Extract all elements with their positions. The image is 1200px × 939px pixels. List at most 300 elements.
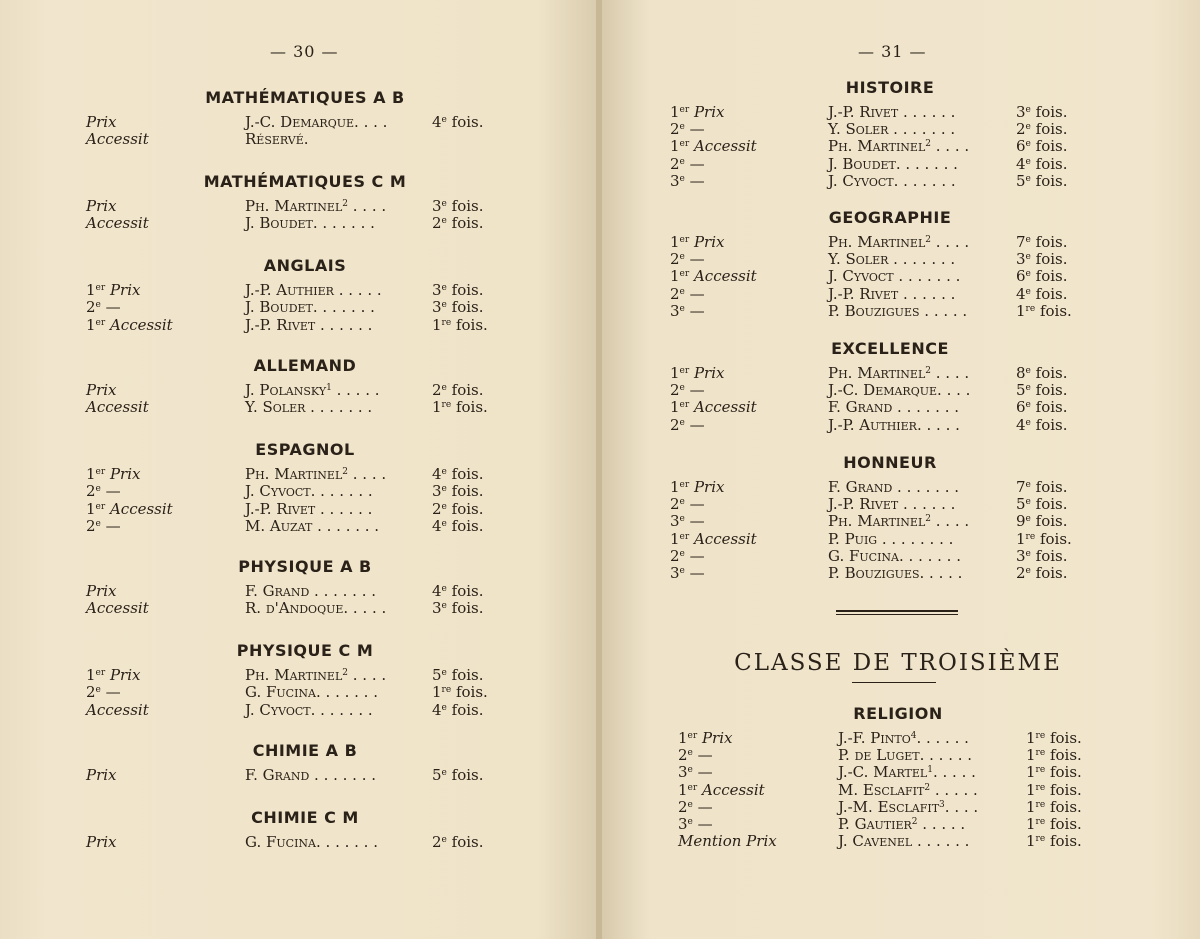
award-rank-suffix: e (679, 286, 685, 297)
prize-row (0, 767, 598, 784)
award-rank: 1 (678, 729, 688, 747)
laureate-name (245, 317, 372, 334)
times-suffix: e (1025, 235, 1031, 245)
times-suffix: e (441, 702, 447, 713)
laureate-text: G. Fucina. . . . . . . (828, 546, 961, 565)
times-number: 7 (1016, 233, 1026, 251)
footnote-mark: 2 (925, 139, 931, 150)
prize-row (0, 215, 598, 232)
prize-row (602, 799, 1200, 816)
award-type: — (684, 381, 705, 400)
class-title: CLASSE DE TROISIÈME (734, 650, 1062, 676)
award-rank-suffix: er (679, 139, 690, 150)
prize-row (0, 600, 598, 617)
times-suffix: e (441, 216, 447, 227)
prize-row (602, 382, 1200, 399)
laureate-name (828, 303, 967, 320)
laureate-text: Ph. Martinel (245, 465, 343, 483)
times-suffix: re (441, 317, 452, 328)
section-heading: MATHÉMATIQUES A B (205, 88, 405, 107)
award-label (86, 583, 117, 600)
times-count (1016, 365, 1068, 382)
times-number: 6 (1016, 137, 1026, 156)
award-rank: 1 (670, 529, 680, 548)
times-number: 3 (1016, 546, 1026, 565)
award-label (670, 121, 705, 138)
prize-row (602, 234, 1200, 251)
times-suffix: e (441, 768, 447, 778)
times-number: 6 (1016, 267, 1026, 286)
section-heading: PHYSIQUE A B (238, 557, 372, 576)
award-label (86, 518, 121, 535)
prize-row (602, 496, 1200, 513)
award-rank: 1 (670, 103, 680, 121)
laureate-name (245, 114, 387, 131)
prize-row (0, 667, 598, 684)
award-label (678, 799, 713, 816)
laureate-text: J. Polansky (245, 381, 327, 399)
section-heading: CHIMIE C M (251, 808, 359, 827)
award-label (670, 548, 705, 565)
award-label (670, 286, 705, 303)
times-count (432, 299, 484, 316)
award-rank-suffix: e (679, 122, 685, 133)
times-suffix: e (1025, 252, 1031, 263)
award-type: Accessit (697, 780, 765, 799)
laureate-name (245, 667, 386, 684)
award-type: Prix (86, 833, 117, 851)
award-type: Accessit (86, 398, 149, 417)
laureate-text: R. d'Andoque. . . . . (245, 599, 387, 618)
times-word: fois. (1030, 267, 1068, 286)
section-heading: HISTOIRE (845, 78, 935, 97)
prize-row (0, 114, 598, 131)
award-label (670, 156, 705, 173)
award-rank: 3 (678, 763, 688, 782)
award-type: — (692, 763, 713, 782)
laureate-text: J. Cavenel . . . . . . (838, 832, 970, 851)
times-count (1026, 833, 1082, 850)
award-rank-suffix: e (687, 748, 693, 759)
award-label (678, 833, 777, 850)
times-number: 1 (432, 683, 442, 702)
laureate-name (838, 833, 969, 850)
award-type: Prix (105, 666, 141, 684)
times-suffix: e (441, 584, 447, 594)
award-rank-suffix: er (679, 531, 690, 542)
award-rank-suffix: e (679, 173, 685, 184)
times-suffix: e (1025, 156, 1031, 167)
prize-row (602, 173, 1200, 190)
times-suffix: re (1035, 748, 1046, 759)
award-rank-suffix: er (687, 731, 698, 741)
laureate-name (245, 299, 375, 316)
laureate-text: M. Esclafit (838, 780, 925, 799)
award-label (670, 496, 705, 513)
times-word: fois. (1030, 546, 1068, 565)
laureate-text: J.-F. Pinto (838, 729, 911, 747)
award-rank: 3 (670, 301, 680, 320)
times-word: fois. (1030, 512, 1068, 531)
times-number: 5 (1016, 171, 1026, 190)
award-rank: 2 (670, 250, 680, 269)
laureate-text: F. Grand . . . . . . . (245, 766, 377, 784)
award-rank-suffix: e (95, 300, 101, 311)
times-count (1016, 173, 1068, 190)
laureate-text: Ph. Martinel (245, 666, 343, 684)
award-rank: 1 (678, 780, 688, 799)
section-heading: EXCELLENCE (831, 339, 949, 358)
laureate-name (838, 799, 978, 816)
award-rank: 2 (86, 683, 96, 702)
award-rank-suffix: e (679, 548, 685, 559)
times-word: fois. (1030, 103, 1068, 121)
award-rank-suffix: e (95, 484, 101, 495)
leader-dots: . . . . . (932, 763, 976, 782)
award-rank: 1 (86, 465, 96, 483)
award-rank-suffix: e (95, 685, 101, 696)
award-rank: 3 (670, 564, 680, 582)
times-suffix: e (1025, 417, 1031, 428)
leader-dots: . . . . (348, 465, 387, 483)
times-suffix: re (1035, 782, 1046, 793)
prize-row (602, 479, 1200, 496)
award-rank: 2 (670, 415, 680, 434)
laureate-text: J. Boudet. . . . . . . (245, 298, 375, 317)
times-suffix: e (1025, 139, 1031, 150)
times-word: fois. (446, 465, 484, 483)
times-suffix: e (1025, 383, 1031, 394)
section-heading: RELIGION (853, 704, 943, 723)
times-word: fois. (1045, 780, 1082, 799)
times-count (1016, 234, 1068, 251)
times-word: fois. (1045, 729, 1082, 747)
laureate-name (245, 282, 382, 299)
prize-row (0, 702, 598, 719)
times-count (1026, 816, 1082, 833)
times-count (1016, 548, 1068, 565)
laureate-name (828, 417, 960, 434)
times-count (1016, 268, 1068, 285)
laureate-name (828, 365, 969, 382)
times-count (1016, 399, 1068, 416)
award-rank: 1 (670, 478, 680, 496)
award-label (678, 730, 732, 747)
times-word: fois. (1030, 233, 1068, 251)
laureate-text: J.-C. Demarque. . . . (245, 113, 388, 131)
times-word: fois. (446, 298, 484, 317)
prize-row (602, 764, 1200, 781)
laureate-name (828, 399, 959, 416)
laureate-text: Ph. Martinel (828, 512, 926, 531)
award-label (670, 399, 757, 416)
award-rank-suffix: er (95, 467, 106, 477)
award-rank: 3 (678, 815, 688, 833)
times-suffix: e (1025, 105, 1031, 115)
times-word: fois. (1030, 154, 1068, 173)
times-number: 3 (432, 197, 442, 215)
times-suffix: e (441, 115, 447, 125)
prize-row (602, 417, 1200, 434)
times-suffix: e (441, 383, 447, 393)
times-number: 4 (432, 516, 442, 535)
laureate-text: G. Fucina. . . . . . . (245, 833, 378, 851)
section-heading: CHIMIE A B (252, 741, 358, 760)
times-number: 2 (432, 833, 442, 851)
prize-row (602, 548, 1200, 565)
prize-row (602, 399, 1200, 416)
award-type: Accessit (86, 700, 149, 719)
times-count (1016, 513, 1068, 530)
times-number: 4 (1016, 415, 1026, 434)
times-word: fois. (446, 499, 484, 518)
double-rule-separator (836, 614, 958, 615)
times-count (1026, 799, 1082, 816)
award-rank: 2 (670, 154, 680, 173)
award-rank-suffix: er (679, 105, 690, 115)
times-word: fois. (1035, 301, 1072, 320)
leader-dots: . . . . . (930, 780, 978, 799)
times-count (1016, 104, 1068, 121)
award-label (670, 251, 705, 268)
award-rank: 3 (670, 171, 680, 190)
times-number: 4 (432, 582, 442, 600)
award-rank: 1 (670, 233, 680, 251)
award-type: Prix (689, 364, 725, 382)
award-type: Prix (86, 197, 117, 215)
times-suffix: re (1025, 303, 1036, 314)
laureate-name (245, 834, 378, 851)
times-suffix: e (1025, 269, 1031, 280)
prize-row (602, 816, 1200, 833)
laureate-name (828, 531, 953, 548)
award-label (86, 600, 149, 617)
times-number: 1 (1026, 746, 1036, 765)
laureate-text: J.-P. Rivet . . . . . . (828, 284, 956, 303)
award-rank-suffix: er (95, 501, 106, 512)
laureate-text: Réservé. (245, 130, 309, 149)
award-rank-suffix: er (687, 782, 698, 793)
laureate-name (838, 764, 976, 781)
section-heading: ALLEMAND (253, 356, 357, 375)
laureate-name (828, 565, 962, 582)
laureate-name (245, 466, 386, 483)
class-title-underline (852, 682, 936, 683)
left-page (0, 0, 598, 939)
laureate-name (838, 782, 978, 799)
laureate-name (828, 234, 969, 251)
laureate-text: G. Fucina. . . . . . . (245, 683, 378, 702)
times-number: 1 (1026, 780, 1036, 799)
times-count (432, 518, 484, 535)
times-word: fois. (446, 516, 484, 535)
times-word: fois. (446, 113, 484, 131)
times-number: 5 (432, 766, 442, 784)
prize-row (0, 317, 598, 334)
times-count (432, 767, 484, 784)
award-rank: 2 (670, 495, 680, 514)
award-rank-suffix: er (679, 480, 690, 490)
award-type: — (100, 683, 121, 702)
times-count (432, 466, 484, 483)
times-count (432, 667, 484, 684)
times-suffix: re (1035, 817, 1046, 827)
times-number: 9 (1016, 512, 1026, 531)
times-count (432, 834, 484, 851)
times-number: 2 (432, 499, 442, 518)
times-suffix: e (1025, 400, 1031, 411)
times-number: 6 (1016, 398, 1026, 417)
prize-row (0, 399, 598, 416)
times-word: fois. (1030, 120, 1068, 139)
award-rank-suffix: e (679, 417, 685, 428)
times-number: 5 (432, 666, 442, 684)
leader-dots: . . . . . . (916, 729, 969, 747)
laureate-text: P. de Luget. . . . . . (838, 746, 973, 765)
times-word: fois. (446, 666, 484, 684)
award-type: Accessit (105, 315, 173, 334)
award-rank-suffix: er (95, 283, 106, 293)
footnote-mark: 2 (342, 467, 348, 477)
award-type: Prix (86, 766, 117, 784)
award-rank-suffix: er (679, 400, 690, 411)
times-number: 4 (1016, 154, 1026, 173)
laureate-name (828, 138, 969, 155)
times-count (1016, 479, 1068, 496)
laureate-text: Ph. Martinel (828, 364, 926, 382)
laureate-name (828, 173, 956, 190)
times-suffix: re (1025, 531, 1036, 542)
award-label (86, 382, 117, 399)
prize-row (602, 565, 1200, 582)
award-type: Accessit (86, 599, 149, 618)
laureate-name (245, 131, 309, 148)
times-count (432, 317, 488, 334)
times-number: 8 (1016, 364, 1026, 382)
laureate-text: M. Auzat . . . . . . . (245, 516, 380, 535)
times-suffix: e (441, 601, 447, 612)
times-count (432, 114, 484, 131)
laureate-text: Ph. Martinel (828, 137, 926, 156)
laureate-name (245, 198, 386, 215)
laureate-name (245, 483, 373, 500)
award-type: Accessit (86, 214, 149, 233)
prize-row (602, 513, 1200, 530)
award-label (670, 417, 705, 434)
award-type: Accessit (689, 267, 757, 286)
times-suffix: e (1025, 286, 1031, 297)
laureate-name (828, 479, 959, 496)
times-word: fois. (1030, 415, 1068, 434)
times-count (432, 382, 484, 399)
times-number: 2 (432, 214, 442, 233)
laureate-text: J. Boudet. . . . . . . (245, 214, 375, 233)
times-number: 4 (432, 113, 442, 131)
times-number: 3 (1016, 103, 1026, 121)
laureate-text: J. Boudet. . . . . . . (828, 154, 958, 173)
award-rank-suffix: e (687, 799, 693, 810)
award-rank-suffix: er (679, 235, 690, 245)
times-word: fois. (451, 398, 488, 417)
award-rank-suffix: er (95, 668, 106, 678)
award-rank: 2 (670, 284, 680, 303)
award-label (86, 299, 121, 316)
times-suffix: e (1025, 173, 1031, 184)
times-suffix: e (1025, 497, 1031, 508)
leader-dots: . . . . (944, 797, 979, 816)
award-rank: 1 (86, 499, 96, 518)
laureate-name (245, 702, 373, 719)
award-type: — (100, 298, 121, 317)
award-type: Prix (689, 103, 725, 121)
award-label (86, 466, 140, 483)
times-number: 4 (432, 700, 442, 719)
award-label (86, 131, 149, 148)
laureate-name (245, 215, 375, 232)
times-suffix: re (1035, 834, 1046, 845)
times-number: 3 (432, 599, 442, 618)
award-label (670, 138, 757, 155)
times-word: fois. (446, 599, 484, 618)
times-word: fois. (1045, 832, 1082, 851)
award-rank-suffix: e (95, 518, 101, 529)
award-type: Prix (105, 465, 141, 483)
award-type: Prix (86, 582, 117, 600)
award-rank: 2 (678, 746, 688, 765)
times-word: fois. (1045, 815, 1082, 833)
times-count (1016, 121, 1068, 138)
times-word: fois. (1030, 381, 1068, 400)
award-label (670, 173, 705, 190)
prize-row (602, 268, 1200, 285)
prize-row (602, 782, 1200, 799)
times-suffix: e (1025, 122, 1031, 133)
award-rank: 3 (670, 512, 680, 531)
award-type: Accessit (86, 130, 149, 149)
award-type: — (684, 495, 705, 514)
times-number: 1 (432, 398, 442, 417)
award-label (86, 767, 117, 784)
prize-row (0, 583, 598, 600)
prize-row (602, 531, 1200, 548)
award-label (678, 764, 713, 781)
laureate-name (828, 548, 961, 565)
laureate-text: J. Cyvoct. . . . . . . (245, 482, 373, 501)
times-count (1016, 531, 1072, 548)
award-type: Prix (86, 113, 117, 131)
times-suffix: e (441, 467, 447, 477)
award-type: Prix (86, 381, 117, 399)
laureate-name (245, 583, 376, 600)
laureate-text: F. Grand . . . . . . . (245, 582, 377, 600)
times-word: fois. (1045, 763, 1082, 782)
award-type: — (692, 797, 713, 816)
award-type: Accessit (689, 137, 757, 156)
laureate-text: Y. Soler . . . . . . . (245, 398, 373, 417)
leader-dots: . . . . . (331, 381, 380, 399)
award-rank: 1 (86, 281, 96, 299)
award-type: Accessit (105, 499, 173, 518)
award-rank: 2 (670, 381, 680, 400)
award-label (670, 382, 705, 399)
times-word: fois. (1045, 797, 1082, 816)
times-number: 1 (1016, 301, 1026, 320)
section-heading: GEOGRAPHIE (828, 208, 952, 227)
times-count (432, 215, 484, 232)
times-count (1026, 730, 1082, 747)
prize-row (602, 104, 1200, 121)
times-suffix: e (441, 501, 447, 512)
